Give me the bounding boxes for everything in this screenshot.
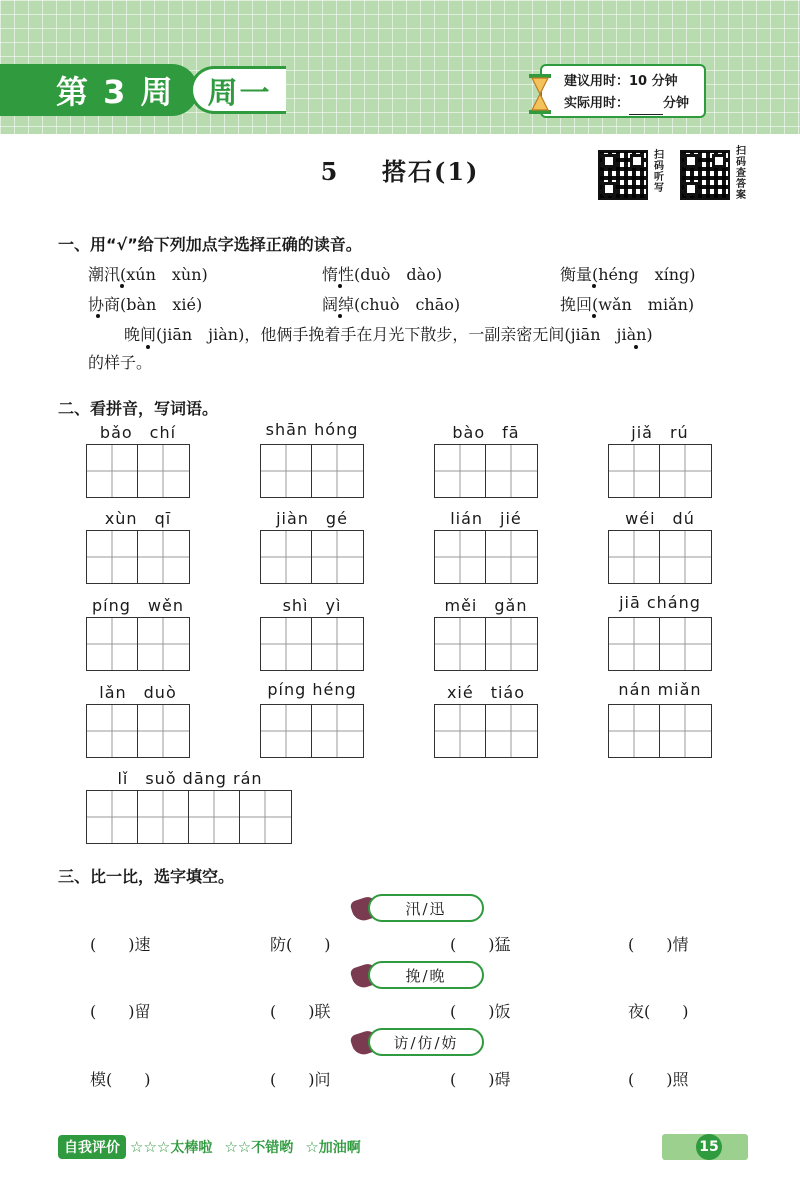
suggested-time-value: 10 分钟	[629, 74, 678, 89]
emphasis-dot	[96, 314, 100, 318]
writing-cell[interactable]	[312, 531, 363, 583]
emphasis-dot	[592, 284, 596, 288]
writing-box[interactable]	[86, 530, 190, 584]
writing-cell[interactable]	[435, 531, 486, 583]
week-tab: 第 3 周	[0, 64, 198, 116]
blank-2-2[interactable]: ( )联	[270, 1002, 331, 1021]
blank-1-1[interactable]: ( )速	[90, 935, 151, 954]
pinyin-label: jiǎ rú	[631, 423, 689, 442]
writing-box[interactable]	[260, 704, 364, 758]
hourglass-icon	[528, 74, 552, 114]
writing-cell[interactable]	[138, 445, 189, 497]
writing-box[interactable]	[434, 530, 538, 584]
blank-1-4[interactable]: ( )情	[628, 935, 689, 954]
suggested-time-label: 建议用时：	[564, 74, 630, 89]
writing-box[interactable]	[260, 617, 364, 671]
options-pill-3: 访/仿/妨	[368, 1028, 484, 1056]
pinyin-label: wéi dú	[625, 509, 695, 528]
actual-time-blank[interactable]	[629, 101, 663, 115]
pinyin-label: xùn qī	[104, 509, 172, 528]
writing-cell[interactable]	[261, 445, 312, 497]
writing-box[interactable]	[434, 704, 538, 758]
writing-box[interactable]	[434, 444, 538, 498]
writing-box[interactable]	[260, 530, 364, 584]
section1-title: 一、用“√”给下列加点字选择正确的读音。	[58, 235, 362, 254]
writing-cell[interactable]	[435, 445, 486, 497]
writing-box[interactable]	[608, 704, 712, 758]
qr-code-dictation[interactable]	[598, 150, 648, 200]
s1-item-2[interactable]: 惰性(duò dào)	[322, 265, 443, 284]
pinyin-label: píng héng	[267, 680, 357, 699]
blank-2-3[interactable]: ( )饭	[450, 1002, 511, 1021]
pinyin-label: jiā cháng	[619, 593, 701, 612]
pinyin-label: píng wěn	[92, 596, 184, 615]
pinyin-label: nán miǎn	[618, 680, 702, 699]
lesson-name: 搭石(1)	[382, 157, 480, 186]
writing-cell[interactable]	[87, 705, 138, 757]
writing-cell[interactable]	[435, 705, 486, 757]
writing-cell[interactable]	[486, 531, 537, 583]
writing-cell[interactable]	[486, 705, 537, 757]
page-number: 15	[696, 1134, 722, 1160]
writing-cell[interactable]	[261, 705, 312, 757]
writing-cell[interactable]	[660, 445, 711, 497]
section2-title: 二、看拼音，写词语。	[58, 399, 219, 418]
writing-cell[interactable]	[609, 445, 660, 497]
writing-cell[interactable]	[138, 531, 189, 583]
writing-cell[interactable]	[312, 705, 363, 757]
writing-cell[interactable]	[87, 618, 138, 670]
pinyin-label: lǐ suǒ dāng rán	[117, 769, 263, 788]
writing-box[interactable]	[608, 617, 712, 671]
pinyin-label: shì yì	[282, 596, 342, 615]
writing-box[interactable]	[86, 704, 190, 758]
rating-stars-2[interactable]: ☆☆	[224, 1138, 252, 1156]
blank-1-2[interactable]: 防( )	[270, 935, 331, 954]
pinyin-label: lǎn duò	[99, 683, 177, 702]
writing-box[interactable]	[86, 444, 190, 498]
writing-cell[interactable]	[660, 705, 711, 757]
s1-item-4[interactable]: 协商(bàn xié)	[88, 295, 203, 314]
pinyin-label: lián jié	[450, 509, 522, 528]
writing-cell[interactable]	[660, 531, 711, 583]
pinyin-label: měi gǎn	[444, 596, 528, 615]
self-eval-label: 自我评价	[58, 1135, 126, 1159]
writing-cell[interactable]	[189, 791, 240, 843]
blank-3-2[interactable]: ( )问	[270, 1070, 331, 1089]
rating-stars-3[interactable]: ☆☆☆	[130, 1138, 171, 1156]
qr-label-dictation: 扫 码 听 写	[654, 150, 664, 194]
qr-label-answers: 扫 码 查 答 案	[736, 146, 746, 201]
emphasis-dot	[634, 345, 638, 349]
lesson-number: 5	[320, 157, 340, 186]
section3-title: 三、比一比，选字填空。	[58, 867, 235, 886]
actual-time-label: 实际用时：	[564, 96, 630, 111]
writing-cell[interactable]	[312, 618, 363, 670]
emphasis-dot	[338, 314, 342, 318]
rating-text-1: 加油啊	[318, 1140, 361, 1156]
rating-stars-1[interactable]: ☆	[305, 1138, 319, 1156]
emphasis-dot	[592, 314, 596, 318]
writing-cell[interactable]	[87, 531, 138, 583]
s1-sentence-line1[interactable]: 晚间(jiān jiàn)，他俩手挽着手在月光下散步，一副亲密无间(jiān jiàn)	[124, 325, 653, 344]
writing-box[interactable]	[608, 530, 712, 584]
pinyin-label: shān hóng	[265, 420, 359, 439]
s1-item-6[interactable]: 挽回(wǎn miǎn)	[560, 295, 695, 314]
s1-item-3[interactable]: 衡量(héng xíng)	[560, 265, 696, 284]
emphasis-dot	[146, 345, 150, 349]
writing-cell[interactable]	[87, 791, 138, 843]
qr-code-answers[interactable]	[680, 150, 730, 200]
blank-1-3[interactable]: ( )猛	[450, 935, 511, 954]
pinyin-label: bǎo chí	[99, 423, 177, 442]
writing-cell[interactable]	[609, 618, 660, 670]
writing-box[interactable]	[434, 617, 538, 671]
rating-text-2: 不错哟	[251, 1140, 294, 1156]
writing-cell[interactable]	[312, 445, 363, 497]
self-evaluation	[58, 1134, 361, 1160]
writing-cell[interactable]	[138, 791, 189, 843]
writing-box[interactable]	[260, 444, 364, 498]
blank-3-4[interactable]: ( )照	[628, 1070, 689, 1089]
day-tab: 周一	[190, 66, 286, 114]
pinyin-label: bào fā	[452, 423, 520, 442]
writing-cell[interactable]	[261, 531, 312, 583]
options-pill-2: 挽/晚	[368, 961, 484, 989]
time-box	[540, 64, 706, 118]
emphasis-dot	[120, 284, 124, 288]
blank-2-4[interactable]: 夜( )	[628, 1002, 689, 1021]
blank-2-1[interactable]: ( )留	[90, 1002, 151, 1021]
writing-cell[interactable]	[486, 618, 537, 670]
writing-box[interactable]	[86, 790, 292, 844]
pinyin-label: xié tiáo	[446, 683, 526, 702]
writing-cell[interactable]	[138, 618, 189, 670]
writing-cell[interactable]	[138, 705, 189, 757]
writing-cell[interactable]	[609, 705, 660, 757]
writing-box[interactable]	[86, 617, 190, 671]
options-pill-1: 汛/迅	[368, 894, 484, 922]
writing-cell[interactable]	[240, 791, 291, 843]
rating-text-3: 太棒啦	[170, 1140, 213, 1156]
s1-item-1[interactable]: 潮汛(xún xùn)	[88, 265, 208, 284]
writing-cell[interactable]	[609, 531, 660, 583]
writing-cell[interactable]	[87, 445, 138, 497]
blank-3-1[interactable]: 模( )	[90, 1070, 151, 1089]
writing-cell[interactable]	[435, 618, 486, 670]
emphasis-dot	[338, 284, 342, 288]
writing-cell[interactable]	[261, 618, 312, 670]
actual-time-unit: 分钟	[663, 96, 690, 111]
pinyin-label: jiàn gé	[276, 509, 348, 528]
writing-cell[interactable]	[486, 445, 537, 497]
writing-cell[interactable]	[660, 618, 711, 670]
writing-box[interactable]	[608, 444, 712, 498]
blank-3-3[interactable]: ( )碍	[450, 1070, 511, 1089]
s1-item-5[interactable]: 阔绰(chuò chāo)	[322, 295, 461, 314]
s1-sentence-line2: 的样子。	[88, 353, 153, 372]
